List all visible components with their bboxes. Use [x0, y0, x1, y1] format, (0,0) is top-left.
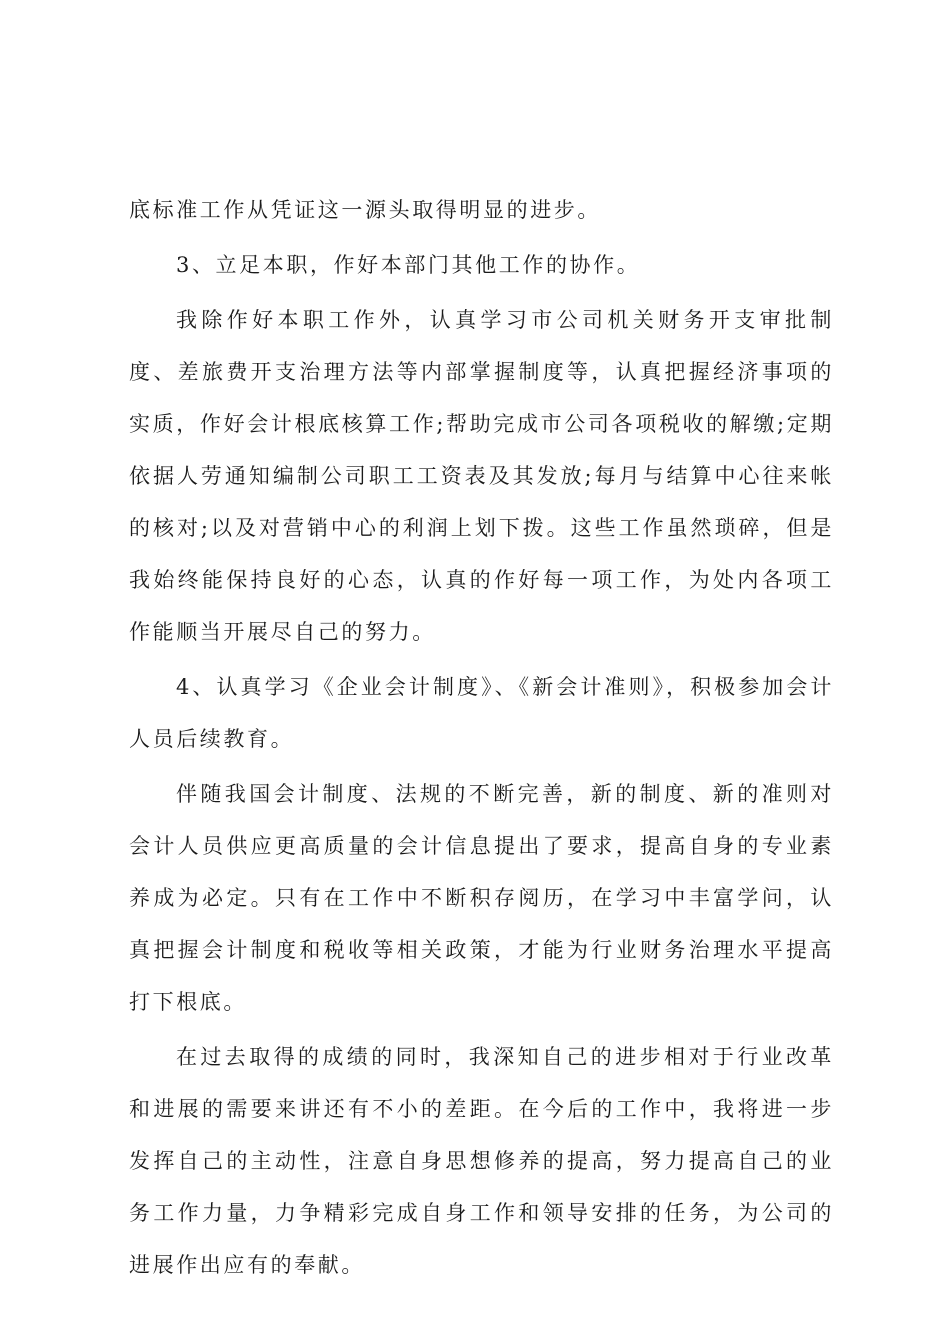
paragraph-standards: 伴随我国会计制度、法规的不断完善，新的制度、新的准则对会计人员供应更高质量的会计信息提出了要求，提高自身的专业素养成为必定。只有在工作中不断积存阅历，在学习中丰富学问，认真把握会计制度和税收等相关政策，才能为行业财务治理水平提高打下根底。 [129, 782, 834, 1014]
paragraph-duties: 我除作好本职工作外，认真学习市公司机关财务开支审批制度、差旅费开支治理方法等内部掌握制度等，认真把握经济事项的实质，作好会计根底核算工作;帮助完成市公司各项税收的解缴;定期依据人劳通知编制公司职工工资表及其发放;每月与结算中心往来帐的核对;以及对营销中心的利润上划下拨。这些工作虽然琐碎，但是我始终能保持良好的心态，认真的作好每一项工作，为处内各项工作能顺当开展尽自己的努力。 [129, 308, 834, 644]
section-heading-3: 3、立足本职，作好本部门其他工作的协作。 [176, 253, 641, 277]
document-body [129, 184, 834, 1294]
paragraph-conclusion: 在过去取得的成绩的同时，我深知自己的进步相对于行业改革和进展的需要来讲还有不小的差距。在今后的工作中，我将进一步发挥自己的主动性，注意自身思想修养的提高，努力提高自己的业务工作力量，力争精彩完成自身工作和领导安排的任务，为公司的进展作出应有的奉献。 [129, 1045, 834, 1277]
paragraph-continuation: 底标准工作从凭证这一源头取得明显的进步。 [129, 198, 601, 222]
section-heading-4: 4、认真学习《企业会计制度》、《新会计准则》，积极参加会计人员后续教育。 [129, 675, 834, 751]
